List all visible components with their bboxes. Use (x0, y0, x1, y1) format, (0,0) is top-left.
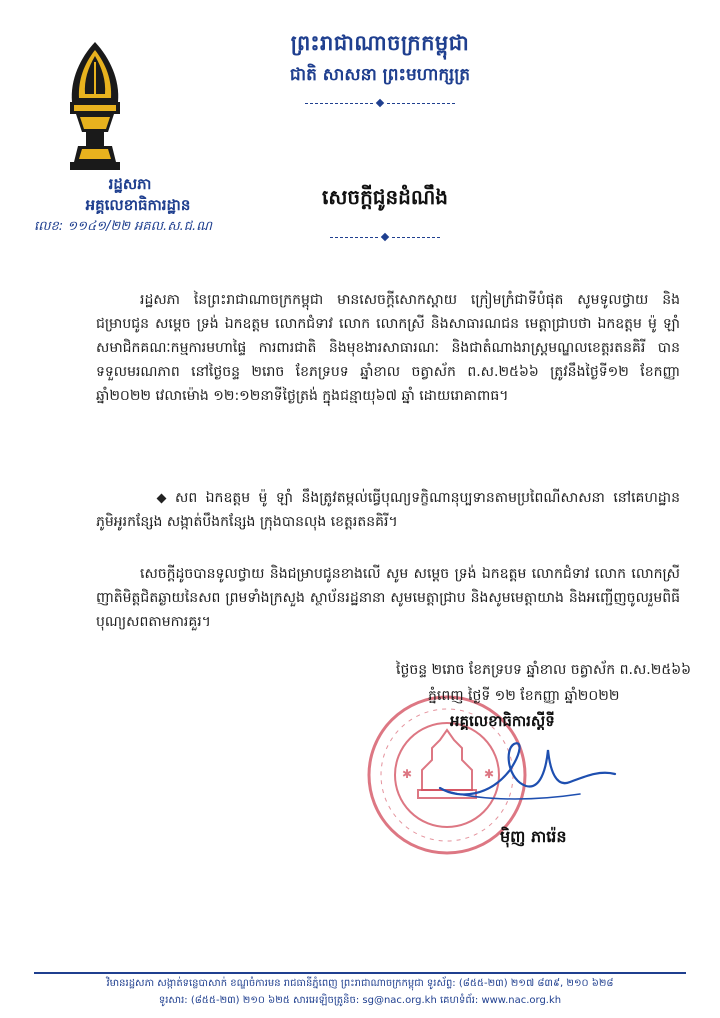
reference-number: លេខ: ១១៤១/២២ អគល.ស.ជ.ណ (34, 219, 212, 234)
svg-text:✱: ✱ (484, 767, 495, 781)
kingdom-heading: ព្រះរាជាណាចក្រកម្ពុជា (290, 31, 470, 55)
solar-date: ភ្នំពេញ ថ្ងៃទី ១២ ខែកញ្ញា ឆ្នាំ២០២២ (428, 688, 620, 704)
national-emblem-icon (62, 40, 128, 174)
footer-address: វិមានរដ្ឋសភា សង្កាត់ទន្លេបាសាក់ ខណ្ឌចំការមន រាជធានីភ្នំពេញ ព្រះរាជាណាចក្រកម្ពុជា ទូរស័ព្ទ: (៨៥៥-២៣) ២១៧ ៨៣៩, ២១០ ៦២៨ (106, 978, 614, 989)
national-motto: ជាតិ សាសនា ព្រះមហាក្សត្រ (289, 65, 471, 85)
body-paragraph-3: សេចក្តីដូចបានទូលថ្វាយ និងជម្រាបជូនខាងលើ សូម សម្តេច ទ្រង់ ឯកឧត្តម លោកជំទាវ លោក លោកស្រី ញាតិមិត្តជិតឆ្ងាយនៃសព ព្រមទាំងក្រសួង ស្ថាប័នរដ្ឋនានា សូមមេត្តាជ្រាប និងសូមមេត្តាយាង និងអញ្ជើញចូលរួមពិធីបុណ្យសពតាមការគួរ។ (96, 566, 680, 630)
bullet-icon (157, 493, 167, 503)
signatory-name: ម៉ិញ ភារ៉េន (500, 827, 567, 846)
document-title: សេចក្តីជូនដំណឹង (322, 185, 448, 209)
organization-name: រដ្ឋសភា (108, 175, 152, 193)
signature-icon (430, 730, 620, 810)
svg-text:✱: ✱ (402, 767, 413, 781)
lunar-date: ថ្ងៃចន្ទ ២រោច ខែភទ្របទ ឆ្នាំខាល ចត្វាស័ក ព.ស.២៥៦៦ (396, 662, 692, 678)
body-paragraph-2 (96, 486, 680, 534)
body-paragraph-2-text: សព ឯកឧត្តម ម៉ូ ឡាំ នឹងត្រូវតម្កល់ធ្វើបុណ្យទក្ខិណានុប្បទានតាមប្រពៃណីសាសនា នៅគេហដ្ឋាន ភូមិអូរកន្សែង សង្កាត់បឹងកន្សែង ក្រុងបានលុង ខេត្តរតនគិរី។ (96, 490, 680, 530)
title-ornament (330, 232, 440, 242)
footer-contact: ទូរសារ: (៨៥៥-២៣) ២១០ ៦២៥ សារអេឡិចត្រូនិច: sg@nac.org.kh គេហទំព័រ: www.nac.org.kh (158, 995, 562, 1006)
header-ornament (305, 98, 455, 108)
body-paragraph-1: រដ្ឋសភា នៃព្រះរាជាណាចក្រកម្ពុជា មានសេចក្តីសោកស្តាយ ក្រៀមក្រំជាទីបំផុត សូមទូលថ្វាយ និងជម្រាបជូន សម្តេច ទ្រង់ ឯកឧត្តម លោកជំទាវ លោក លោកស្រី និងសាធារណជន មេត្តាជ្រាបថា ឯកឧត្តម ម៉ូ ឡាំ សមាជិកគណៈកម្មការមហាផ្ទៃ ការពារជាតិ និងមុខងារសាធារណៈ និងជាតំណាងរាស្ត្រមណ្ឌលខេត្តរតនគិរី បានទទួលមរណភាព នៅថ្ងៃចន្ទ ២រោច ខែភទ្របទ ឆ្នាំខាល ចត្វាស័ក ព.ស.២៥៦៦ ត្រូវនឹងថ្ងៃទី១២ ខែកញ្ញា ឆ្នាំ២០២២ វេលាម៉ោង ១២:១២នាទីថ្ងៃត្រង់ ក្នុងជន្មាយុ៦៧ ឆ្នាំ ដោយរោគាពាធ។ (96, 292, 680, 404)
footer-divider (34, 972, 686, 974)
department-name: អគ្គលេខាធិការដ្ឋាន (85, 196, 191, 214)
signatory-title: អគ្គលេខាធិការស្តីទី (450, 712, 555, 730)
